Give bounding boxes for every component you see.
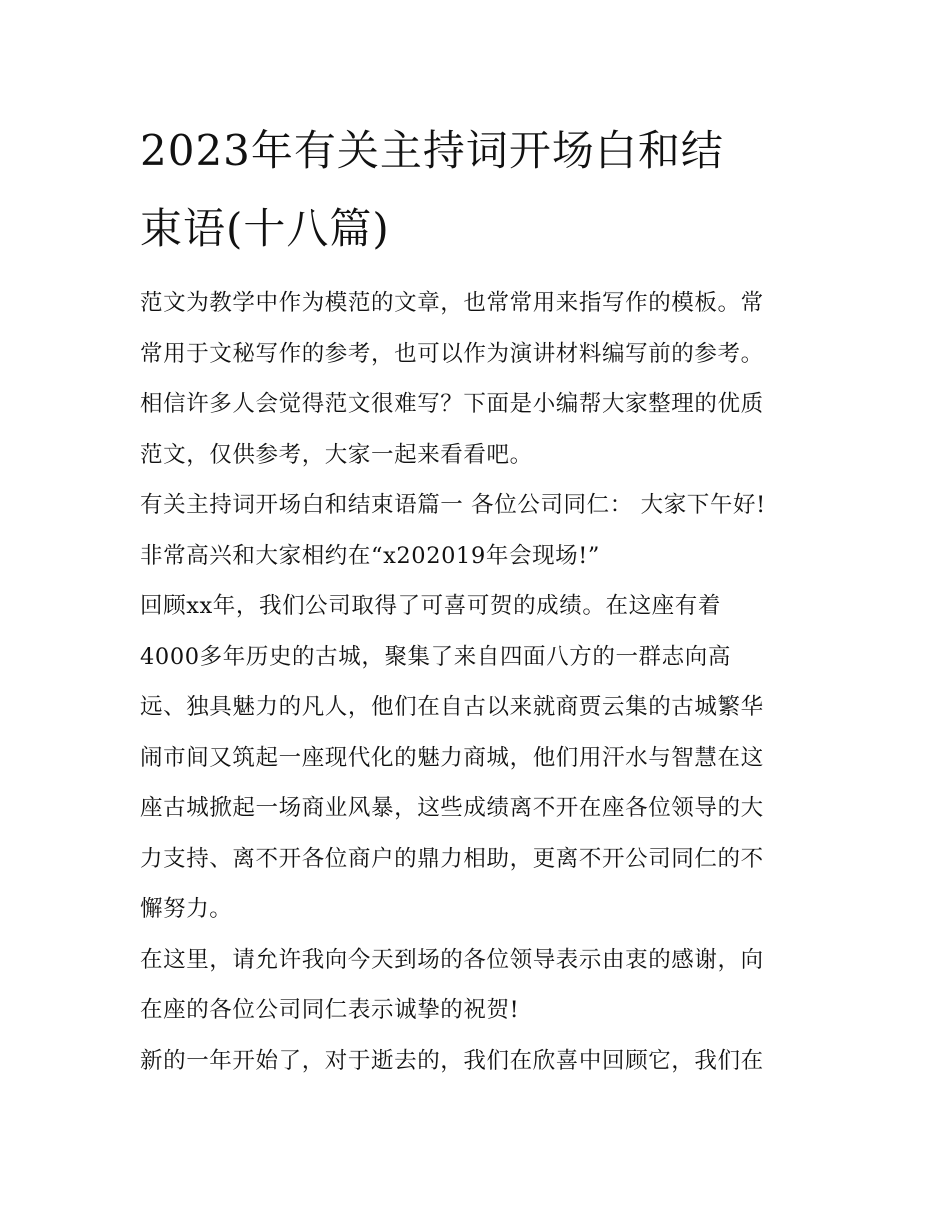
text-line: 闹市间又筑起一座现代化的魅力商城，他们用汗水与智慧在这: [140, 744, 764, 771]
paragraph-new-year: [140, 1036, 812, 1087]
paragraph-review: [140, 581, 812, 935]
paragraph-greeting: [140, 480, 812, 581]
text-line: 非常高兴和大家相约在“x202019年会现场!”: [140, 542, 601, 569]
text-line: 座古城掀起一场商业风暴，这些成绩离不开在座各位领导的大: [140, 795, 764, 821]
text-line: 新的一年开始了，对于逝去的，我们在欣喜中回顾它，我们在: [140, 1047, 764, 1074]
document-page: [140, 112, 812, 1086]
text-line: 回顾xx年，我们公司取得了可喜可贺的成绩。在这座有着: [140, 593, 721, 619]
text-line: 4000多年历史的古城，聚集了来自四面八方的一群志向高: [140, 643, 731, 670]
text-line: 远、独具魅力的凡人，他们在自古以来就商贾云集的古城繁华: [140, 694, 764, 720]
paragraph-intro: [140, 278, 812, 480]
text-line: 懈努力。: [140, 896, 233, 922]
document-title: [140, 112, 812, 268]
text-line: 力支持、离不开各位商户的鼎力相助，更离不开公司同仁的不: [140, 845, 764, 872]
paragraph-thanks: [140, 935, 812, 1036]
title-line: 2023年有关主持词开场白和结: [140, 126, 724, 175]
document-body: [140, 278, 812, 1086]
text-line: 范文，仅供参考，大家一起来看看吧。: [140, 441, 533, 468]
text-line: 常用于文秘写作的参考，也可以作为演讲材料编写前的参考。: [140, 340, 764, 367]
text-line: 相信许多人会觉得范文很难写？下面是小编帮大家整理的优质: [140, 391, 764, 417]
text-line: 有关主持词开场白和结束语篇一 各位公司同仁： 大家下午好!: [140, 492, 766, 518]
title-line: 束语(十八篇): [140, 204, 390, 253]
text-line: 在这里，请允许我向今天到场的各位领导表示由衷的感谢，向: [140, 946, 764, 973]
text-line: 在座的各位公司同仁表示诚挚的祝贺!: [140, 997, 520, 1023]
text-line: 范文为教学中作为模范的文章，也常常用来指写作的模板。常: [140, 290, 764, 316]
